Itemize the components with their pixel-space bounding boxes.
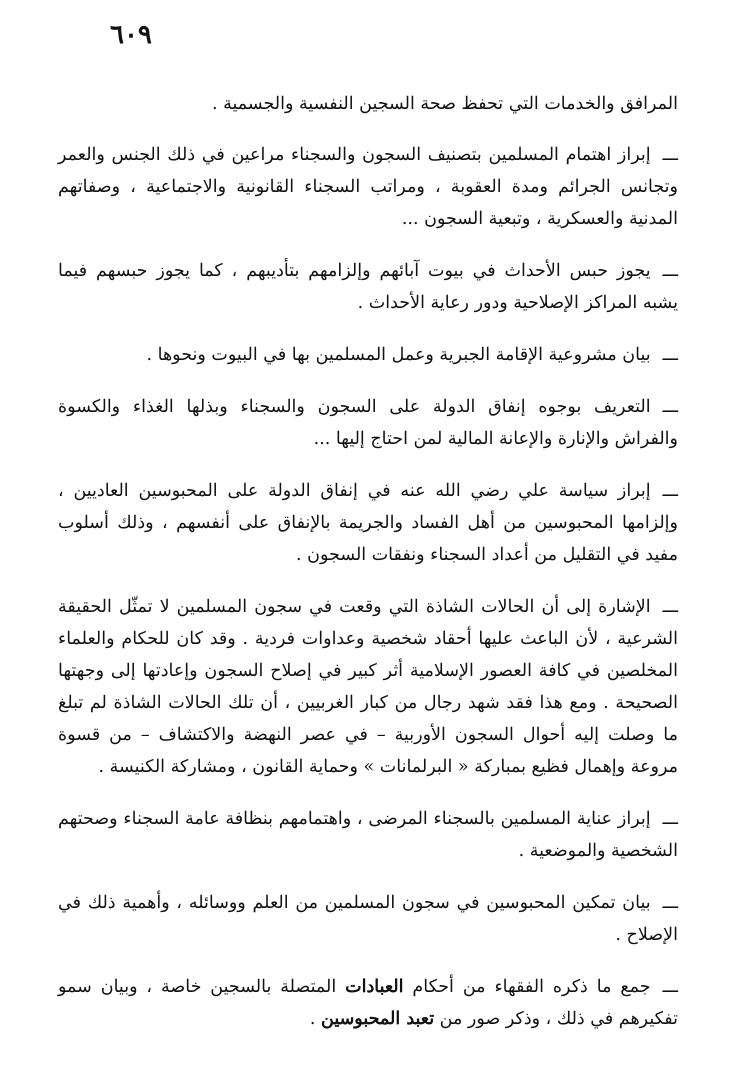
bold-term-prisoners-worship: تعبد المحبوسين [321,1009,435,1029]
paragraph-text: الإشارة إلى أن الحالات الشاذة التي وقعت في سجون المسلمين لا تمثّل الحقيقة الشرعية ، لأن الباعث عليها أحقاد شخصية وعداوات فردية . وقد كان للحكام والعلماء المخلصين في كافة العصور الإسلامية أثر كبير في إصلاح السجون وإعادتها إلى وجهتها الصحيحة . ومع هذا فقد شهد رجال من كبار الغربيين ، أن تلك الحالات الشاذة لم تبلغ ما وصلت إليه أحوال السجون الأوربية – في عصر النهضة والاكتشاف – من قسوة مروعة وإهمال فظيع بمباركة « البرلمانات » وحماية القانون ، ومشاركة الكنيسة . [58,597,678,777]
paragraph-text: التعريف بوجوه إنفاق الدولة على السجون والسجناء وبذلها الغذاء والكسوة والفراش والإنارة والإعانة المالية لمن احتاج إليها ... [58,397,678,449]
paragraph-text-part: المتصلة بالسجين خاصة ، وبيان سمو تفكيرهم في ذلك ، وذكر صور من [58,977,678,1029]
paragraph-text: المرافق والخدمات التي تحفظ صحة السجين النفسية والجسمية . [211,94,678,114]
bold-term-worship: العبادات [345,977,404,997]
paragraph-4 [58,339,678,371]
dash-marker: ـــ [662,261,678,281]
body-text [58,88,678,1055]
dash-marker: ـــ [662,397,678,417]
paragraph-text-part: جمع ما ذكره الفقهاء من أحكام [403,977,651,997]
dash-marker: ـــ [662,977,678,997]
dash-marker: ـــ [662,481,678,501]
page-number: ٦٠٩ [110,20,152,50]
paragraph-5 [58,391,678,455]
dash-marker: ـــ [662,597,678,617]
dash-marker: ـــ [662,893,678,913]
dash-marker: ـــ [662,345,678,365]
paragraph-text: إبراز سياسة علي رضي الله عنه في إنفاق الدولة على المحبوسين العاديين ، وإلزامها المحبوسين من أهل الفساد والجريمة بالإنفاق على أنفسهم ، وذلك أسلوب مفيد في التقليل من أعداد السجناء ونفقات السجون . [58,481,678,565]
paragraph-8 [58,803,678,867]
paragraph-2 [58,139,678,235]
paragraph-7 [58,591,678,783]
paragraph-text: يجوز حبس الأحداث في بيوت آبائهم وإلزامهم بتأديبهم ، كما يجوز حبسهم فيما يشبه المراكز الإصلاحية ودور رعاية الأحداث . [58,261,678,313]
paragraph-9 [58,887,678,951]
paragraph-text: إبراز اهتمام المسلمين بتصنيف السجون والسجناء مراعين في ذلك الجنس والعمر وتجانس الجرائم ومدة العقوبة ، ومراتب السجناء القانونية والاجتماعية ، وصفاتهم المدنية والعسكرية ، وتبعية السجون ... [58,145,678,229]
paragraph-text-part: . [309,1009,322,1029]
paragraph-text: بيان تمكين المحبوسين في سجون المسلمين من العلم ووسائله ، وأهمية ذلك في الإصلاح . [58,893,678,945]
paragraph-text: إبراز عناية المسلمين بالسجناء المرضى ، واهتمامهم بنظافة عامة السجناء وصحتهم الشخصية والموضعية . [58,809,678,861]
paragraph-6 [58,475,678,571]
paragraph-10 [58,971,678,1035]
paragraph-3 [58,255,678,319]
dash-marker: ـــ [662,809,678,829]
paragraph-text: بيان مشروعية الإقامة الجبرية وعمل المسلمين بها في البيوت ونحوها . [146,345,651,365]
paragraph-1 [58,88,678,120]
dash-marker: ـــ [662,145,678,165]
